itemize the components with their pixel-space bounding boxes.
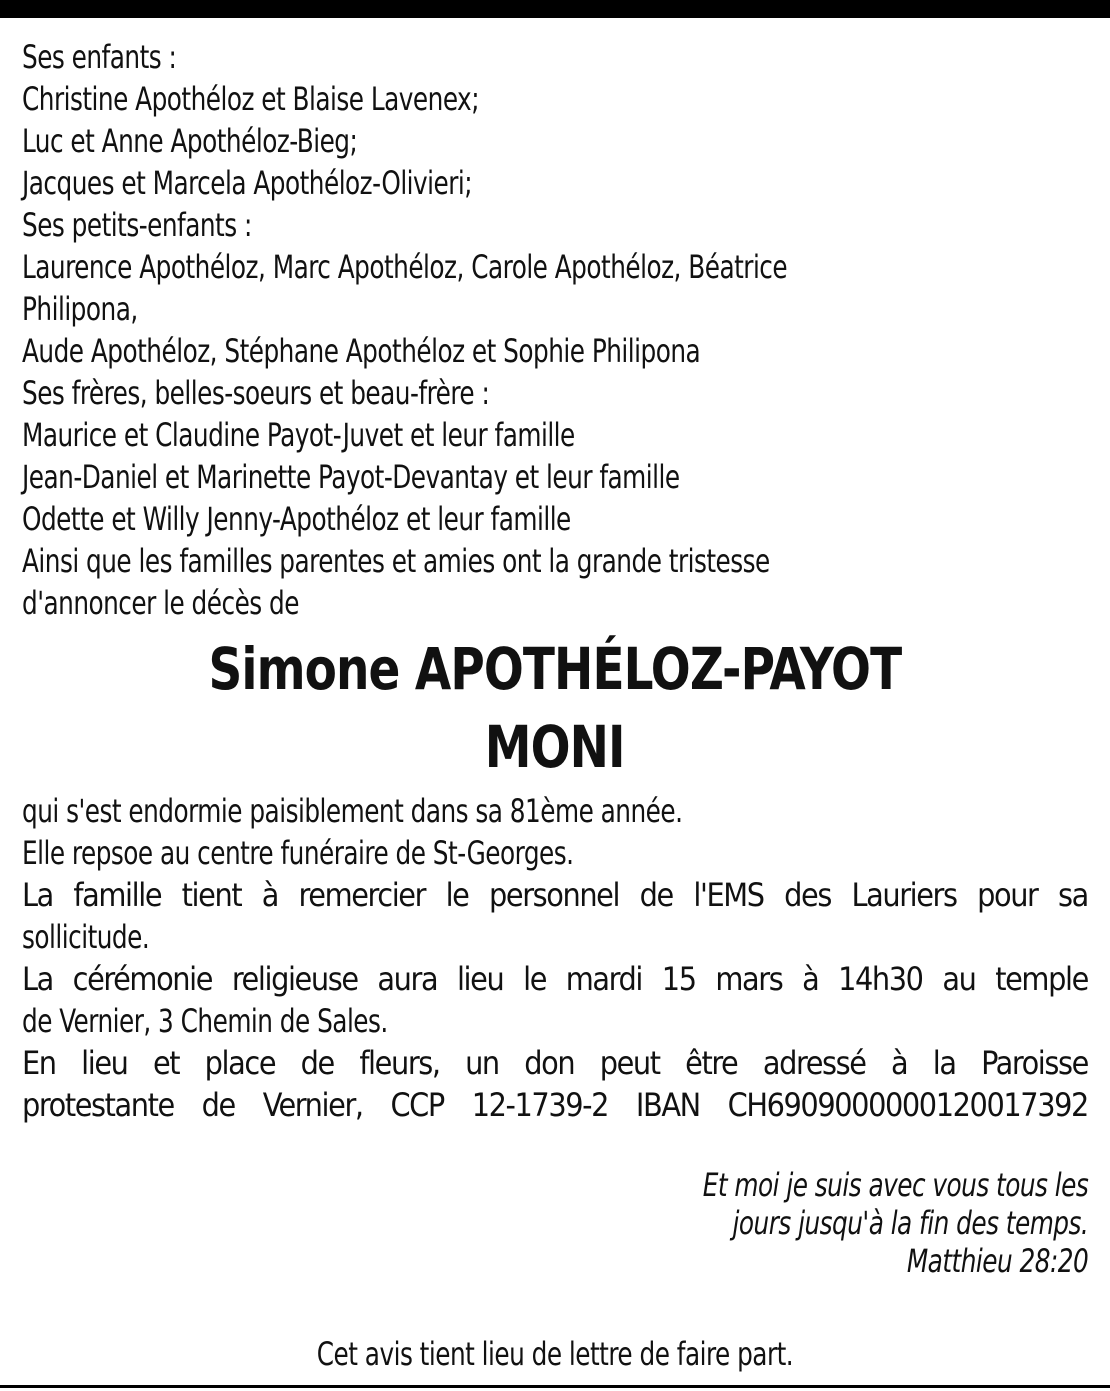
ceremony-line-2: de Vernier, 3 Chemin de Sales. xyxy=(22,1002,388,1040)
obituary-content xyxy=(22,36,1088,1126)
word: famille xyxy=(73,876,162,914)
word: de xyxy=(300,1044,334,1082)
word: et xyxy=(152,1044,180,1082)
word: Lauriers xyxy=(851,876,957,914)
word: mardi xyxy=(565,960,643,998)
word: protestante xyxy=(22,1086,174,1124)
verse-line-2: jours jusqu'à la fin des temps. xyxy=(732,1204,1088,1242)
word: personnel xyxy=(489,876,620,914)
word: être xyxy=(685,1044,738,1082)
top-rule xyxy=(0,0,1110,18)
word: Vernier, xyxy=(262,1086,363,1124)
bible-verse xyxy=(640,1166,1088,1280)
family-list-line: Ainsi que les familles parentes et amies ont la grande tristesse xyxy=(22,542,770,580)
donation-line-1 xyxy=(22,1042,1088,1084)
word: lieu xyxy=(81,1044,128,1082)
ceremony-paragraph xyxy=(22,958,1088,1042)
word: remercier xyxy=(298,876,426,914)
word: sa xyxy=(1058,876,1088,914)
word: mars xyxy=(715,960,783,998)
family-list-line: Odette et Willy Jenny-Apothéloz et leur famille xyxy=(22,500,571,538)
word: temple xyxy=(995,960,1088,998)
thanks-line-1 xyxy=(22,874,1088,916)
word: La xyxy=(22,960,53,998)
word: un xyxy=(465,1044,499,1082)
word: La xyxy=(22,876,53,914)
word: peut xyxy=(599,1044,660,1082)
family-list xyxy=(22,36,1088,624)
word: à xyxy=(261,876,278,914)
family-list-line: Luc et Anne Apothéloz-Bieg; xyxy=(22,122,358,160)
deceased-nickname: MONI xyxy=(485,713,625,781)
word: 15 xyxy=(661,960,696,998)
word: CCP xyxy=(390,1086,444,1124)
footer-note xyxy=(0,1334,1110,1374)
word: aura xyxy=(377,960,438,998)
family-list-line: Christine Apothéloz et Blaise Lavenex; xyxy=(22,80,480,118)
word: tient xyxy=(181,876,242,914)
donation-paragraph xyxy=(22,1042,1088,1126)
word: 12-1739-2 xyxy=(471,1086,609,1124)
footer-text: Cet avis tient lieu de lettre de faire part. xyxy=(316,1335,794,1373)
body-lines xyxy=(22,790,1088,874)
word: fleurs, xyxy=(359,1044,440,1082)
family-list-line: d'annoncer le décès de xyxy=(22,584,299,622)
word: la xyxy=(932,1044,956,1082)
word: place xyxy=(204,1044,276,1082)
word: Paroisse xyxy=(981,1044,1088,1082)
word: au xyxy=(942,960,976,998)
family-list-line: Laurence Apothéloz, Marc Apothéloz, Carole Apothéloz, Béatrice xyxy=(22,248,788,286)
word: lieu xyxy=(456,960,504,998)
word: le xyxy=(523,960,547,998)
thanks-line-2: sollicitude. xyxy=(22,918,150,956)
word: 14h30 xyxy=(838,960,923,998)
thanks-paragraph xyxy=(22,874,1088,958)
body-line: Elle repsoe au centre funéraire de St-Georges. xyxy=(22,834,574,872)
ceremony-line-1 xyxy=(22,958,1088,1000)
word: religieuse xyxy=(231,960,358,998)
word: don xyxy=(524,1044,575,1082)
word: de xyxy=(639,876,673,914)
family-list-line: Ses frères, belles-soeurs et beau-frère : xyxy=(22,374,490,412)
word: cérémonie xyxy=(72,960,213,998)
family-list-line: Ses enfants : xyxy=(22,38,177,76)
donation-line-2 xyxy=(22,1084,1088,1126)
family-list-line: Maurice et Claudine Payot-Juvet et leur famille xyxy=(22,416,575,454)
family-list-line: Jacques et Marcela Apothéloz-Olivieri; xyxy=(22,164,473,202)
word: adressé xyxy=(762,1044,866,1082)
family-list-line: Ses petits-enfants : xyxy=(22,206,252,244)
deceased-name-block xyxy=(22,630,1088,786)
word: CH6909000000120017392 xyxy=(727,1086,1088,1124)
family-list-line: Jean-Daniel et Marinette Payot-Devantay et leur famille xyxy=(22,458,680,496)
body-line: qui s'est endormie paisiblement dans sa 81ème année. xyxy=(22,792,683,830)
bottom-rule xyxy=(0,1385,1110,1388)
family-list-line: Aude Apothéloz, Stéphane Apothéloz et Sophie Philipona xyxy=(22,332,701,370)
word: à xyxy=(802,960,819,998)
verse-line-1: Et moi je suis avec vous tous les xyxy=(702,1166,1088,1204)
word: le xyxy=(445,876,469,914)
word: pour xyxy=(977,876,1038,914)
deceased-full-name: Simone APOTHÉLOZ-PAYOT xyxy=(208,635,902,703)
word: à xyxy=(891,1044,908,1082)
verse-reference: Matthieu 28:20 xyxy=(906,1242,1088,1280)
family-list-line: Philipona, xyxy=(22,290,138,328)
word: IBAN xyxy=(635,1086,700,1124)
word: En xyxy=(22,1044,56,1082)
word: des xyxy=(784,876,831,914)
word: de xyxy=(201,1086,235,1124)
word: l'EMS xyxy=(693,876,764,914)
